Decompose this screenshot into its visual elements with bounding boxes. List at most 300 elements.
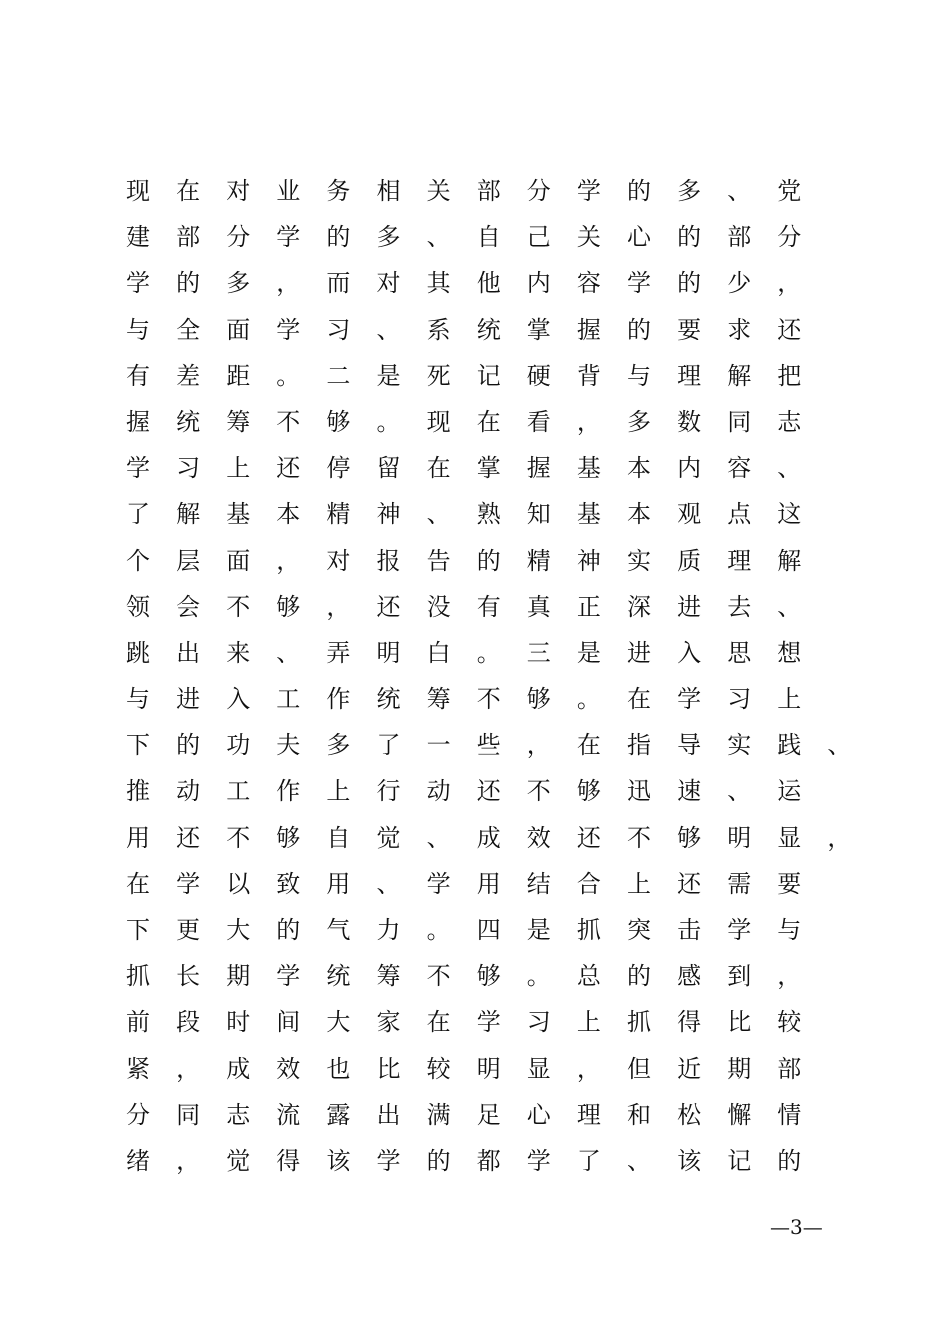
text-char: 上 (627, 869, 651, 898)
text-line (123, 353, 843, 399)
text-char: 相 (376, 177, 401, 205)
text-char: 但 (627, 1054, 651, 1083)
text-char: 数 (677, 407, 702, 436)
text-char: 握 (126, 407, 150, 436)
page-number: —3— (770, 1215, 823, 1239)
text-char: 践 (777, 731, 802, 760)
text-char: 行 (376, 777, 401, 806)
text-char: 筹 (376, 962, 401, 991)
text-char: 。 (276, 361, 301, 390)
text-char: 。 (526, 962, 551, 991)
text-char: 内 (677, 454, 702, 483)
text-char: 习 (176, 454, 201, 483)
text-char: 紧 (126, 1054, 150, 1083)
text-char: 基 (576, 454, 601, 483)
text-char: 抓 (576, 916, 601, 944)
text-char: 下 (126, 731, 150, 760)
text-char: 留 (376, 454, 401, 483)
text-char: 。 (426, 916, 451, 944)
text-line (123, 491, 843, 537)
text-char: 够 (276, 592, 301, 621)
text-char: 理 (576, 1100, 601, 1129)
text-char: 学 (677, 685, 702, 714)
text-char: 指 (627, 731, 651, 760)
text-char: 多 (677, 177, 702, 205)
text-char: 学 (126, 269, 150, 298)
text-char: 感 (677, 962, 702, 991)
text-char: 关 (576, 223, 601, 252)
text-char: 、 (276, 638, 301, 667)
text-char: 些 (476, 731, 501, 760)
text-char: 用 (476, 869, 501, 898)
text-char: 三 (526, 638, 551, 667)
text-char: 需 (727, 869, 752, 898)
text-char: 习 (727, 685, 752, 714)
text-line (123, 168, 843, 214)
text-char: 的 (777, 1146, 802, 1175)
text-char: 的 (326, 223, 351, 252)
text-char: 在 (176, 177, 201, 205)
text-char: 不 (426, 962, 451, 991)
text-char: 突 (627, 916, 651, 944)
text-char: 没 (426, 592, 451, 621)
text-char: 进 (677, 592, 702, 621)
text-char: 够 (677, 823, 702, 852)
text-line (123, 584, 843, 630)
text-char: 对 (326, 546, 351, 575)
text-char: 深 (627, 592, 651, 621)
text-char: 心 (627, 223, 651, 252)
text-char: 筹 (226, 407, 251, 436)
text-char: 足 (476, 1100, 501, 1129)
text-char: 实 (727, 731, 752, 760)
text-char: 致 (276, 869, 301, 898)
text-char: 多 (627, 407, 651, 436)
text-line (123, 307, 843, 353)
text-char: 还 (376, 592, 401, 621)
text-char: 弄 (326, 638, 351, 667)
text-char: 前 (126, 1008, 150, 1037)
text-char: 本 (627, 454, 651, 483)
text-char: 不 (226, 823, 251, 852)
text-char: 解 (777, 546, 802, 575)
text-char: 在 (426, 1008, 451, 1037)
text-char: 的 (426, 1146, 451, 1175)
text-char: 还 (576, 823, 601, 852)
text-char: 不 (276, 407, 301, 436)
text-char: 迅 (627, 777, 651, 806)
text-char: 期 (727, 1054, 752, 1083)
text-char: 够 (576, 777, 601, 806)
text-line (123, 907, 843, 953)
text-char: 入 (677, 638, 702, 667)
text-char: 本 (627, 500, 651, 529)
text-char: 了 (126, 500, 150, 529)
text-char: 与 (627, 361, 651, 390)
text-char: 显 (526, 1054, 551, 1083)
text-char: 去 (727, 592, 752, 621)
text-char: 不 (627, 823, 651, 852)
text-char: 部 (727, 223, 752, 252)
text-char: 力 (376, 916, 401, 944)
text-char: 分 (226, 223, 251, 252)
text-char: 到 (727, 962, 752, 991)
text-char: ， (326, 592, 351, 621)
text-char: 学 (526, 1146, 551, 1175)
text-char: 学 (126, 454, 150, 483)
text-char: 个 (126, 546, 150, 575)
text-line (123, 630, 843, 676)
text-char: 四 (476, 916, 501, 944)
text-char: 觉 (226, 1146, 251, 1175)
text-line (123, 399, 843, 445)
text-char: 速 (677, 777, 702, 806)
text-char: 用 (326, 869, 351, 898)
text-char: 面 (226, 546, 251, 575)
text-char: 多 (326, 731, 351, 760)
text-char: 现 (426, 407, 451, 436)
text-char: 统 (476, 315, 501, 344)
text-char: 显 (777, 823, 802, 852)
text-char: 神 (376, 500, 401, 529)
text-char: 够 (526, 685, 551, 714)
text-char: 比 (376, 1054, 401, 1083)
text-char: 其 (426, 269, 451, 298)
text-char: 死 (426, 361, 451, 390)
text-char: 合 (576, 869, 601, 898)
text-char: 同 (727, 407, 752, 436)
text-char: 分 (526, 177, 551, 205)
text-char: 面 (226, 315, 251, 344)
text-char: 容 (576, 269, 601, 298)
text-char: 握 (576, 315, 601, 344)
text-char: 该 (677, 1146, 702, 1175)
text-char: 部 (176, 223, 201, 252)
text-char: 作 (326, 685, 351, 714)
text-char: 导 (677, 731, 702, 760)
text-char: ， (526, 731, 551, 760)
text-char: 出 (176, 638, 201, 667)
text-char: 觉 (376, 823, 401, 852)
text-char: 总 (576, 962, 601, 991)
text-char: 间 (276, 1008, 301, 1037)
text-line (123, 768, 843, 814)
text-char: 精 (326, 500, 351, 529)
text-char: 记 (727, 1146, 752, 1175)
text-char: 还 (276, 454, 301, 483)
text-char: 党 (777, 177, 802, 205)
text-char: 的 (677, 269, 702, 298)
text-char: 期 (226, 962, 251, 991)
text-char: 学 (276, 962, 301, 991)
text-char: 够 (326, 407, 351, 436)
text-char: 上 (576, 1008, 601, 1037)
text-char: ， (176, 1146, 201, 1175)
text-char: 大 (326, 1008, 351, 1037)
text-char: 建 (126, 223, 150, 252)
text-char: 的 (476, 546, 501, 575)
text-char: 、 (376, 869, 401, 898)
text-char: 效 (276, 1054, 301, 1083)
text-char: 还 (476, 777, 501, 806)
text-char: 精 (526, 546, 551, 575)
text-char: 、 (627, 1146, 651, 1175)
text-char: 质 (677, 546, 702, 575)
text-char: 气 (326, 916, 351, 944)
text-char: 会 (176, 592, 201, 621)
text-char: 明 (727, 823, 752, 852)
text-char: 统 (326, 962, 351, 991)
text-char: 知 (526, 500, 551, 529)
text-char: 有 (126, 361, 150, 390)
text-char: 实 (627, 546, 651, 575)
text-line (123, 722, 852, 768)
text-char: 上 (226, 454, 251, 483)
text-char: 动 (426, 777, 451, 806)
text-char: 满 (426, 1100, 451, 1129)
text-char: 的 (627, 177, 651, 205)
text-char: 成 (476, 823, 501, 852)
text-char: 志 (226, 1100, 251, 1129)
text-line (123, 1046, 843, 1092)
text-char: 熟 (476, 500, 501, 529)
text-char: 抓 (627, 1008, 651, 1037)
text-char: 把 (777, 361, 802, 390)
text-char: 来 (226, 638, 251, 667)
body-text (123, 168, 852, 1184)
text-char: 工 (226, 777, 251, 806)
text-char: 习 (326, 315, 351, 344)
text-char: 停 (326, 454, 351, 483)
text-char: 务 (326, 177, 351, 205)
text-char: 还 (176, 823, 201, 852)
text-char: 他 (476, 269, 501, 298)
text-char: 在 (627, 685, 651, 714)
text-char: 对 (226, 177, 251, 205)
text-char: 绪 (126, 1146, 150, 1175)
text-char: 露 (326, 1100, 351, 1129)
text-char: 理 (677, 361, 702, 390)
text-char: 、 (727, 777, 752, 806)
text-char: 的 (627, 962, 651, 991)
text-char: 还 (677, 869, 702, 898)
text-char: 大 (226, 916, 251, 944)
text-char: 掌 (526, 315, 551, 344)
text-char: 点 (727, 500, 752, 529)
text-char: 成 (226, 1054, 251, 1083)
text-char: 明 (476, 1054, 501, 1083)
text-char: 差 (176, 361, 201, 390)
text-char: 用 (126, 823, 150, 852)
text-char: 求 (727, 315, 752, 344)
text-char: 基 (576, 500, 601, 529)
text-char: 上 (777, 685, 802, 714)
text-char: 夫 (276, 731, 301, 760)
text-char: 还 (777, 315, 802, 344)
text-char: 志 (777, 407, 802, 436)
text-line (123, 445, 843, 491)
text-char: 了 (576, 1146, 601, 1175)
text-char: 比 (727, 1008, 752, 1037)
text-char: 习 (526, 1008, 551, 1037)
text-char: 不 (226, 592, 251, 621)
text-char: 背 (576, 361, 601, 390)
text-char: 效 (526, 823, 551, 852)
text-char: 筹 (426, 685, 451, 714)
text-char: 。 (376, 407, 401, 436)
text-char: 学 (627, 269, 651, 298)
text-char: 多 (226, 269, 251, 298)
text-char: 情 (777, 1100, 802, 1129)
text-char: 看 (526, 407, 551, 436)
text-char: 学 (476, 1008, 501, 1037)
text-char: 这 (777, 500, 802, 529)
text-char: 、 (827, 731, 852, 760)
text-line (123, 815, 852, 861)
text-char: 全 (176, 315, 201, 344)
text-char: 功 (226, 731, 251, 760)
text-char: ， (176, 1054, 201, 1083)
text-char: 是 (576, 638, 601, 667)
text-char: 的 (627, 315, 651, 344)
text-char: ， (276, 269, 301, 298)
text-char: 学 (176, 869, 201, 898)
text-char: 解 (176, 500, 201, 529)
text-char: 自 (476, 223, 501, 252)
text-char: 在 (476, 407, 501, 436)
text-char: 不 (476, 685, 501, 714)
text-line (123, 676, 843, 722)
text-line (123, 538, 843, 584)
text-char: 进 (176, 685, 201, 714)
text-char: 部 (476, 177, 501, 205)
text-char: 学 (376, 1146, 401, 1175)
text-char: 、 (777, 592, 802, 621)
text-char: 的 (677, 223, 702, 252)
text-char: 的 (176, 731, 201, 760)
text-char: 领 (126, 592, 150, 621)
text-char: ， (777, 962, 802, 991)
text-char: 学 (727, 916, 752, 944)
text-char: 是 (526, 916, 551, 944)
text-line (123, 999, 843, 1045)
text-char: 分 (126, 1100, 150, 1129)
text-char: 抓 (126, 962, 150, 991)
text-char: 、 (426, 500, 451, 529)
text-char: 较 (426, 1054, 451, 1083)
text-char: 明 (376, 638, 401, 667)
text-char: 要 (777, 869, 802, 898)
text-char: 结 (526, 869, 551, 898)
text-char: 够 (476, 962, 501, 991)
text-char: 统 (376, 685, 401, 714)
text-char: 下 (126, 916, 150, 944)
text-char: 真 (526, 592, 551, 621)
text-char: 近 (677, 1054, 702, 1083)
text-char: 时 (226, 1008, 251, 1037)
text-line (123, 1092, 843, 1138)
text-char: 自 (326, 823, 351, 852)
text-char: 现 (126, 177, 150, 205)
text-char: 段 (176, 1008, 201, 1037)
text-char: 以 (226, 869, 251, 898)
text-char: 运 (777, 777, 802, 806)
text-char: 多 (376, 223, 401, 252)
text-char: 握 (526, 454, 551, 483)
text-char: 家 (376, 1008, 401, 1037)
text-char: 击 (677, 916, 702, 944)
text-char: ， (576, 407, 601, 436)
text-char: 与 (126, 685, 150, 714)
text-char: 学 (426, 869, 451, 898)
text-char: 和 (627, 1100, 651, 1129)
text-char: 部 (777, 1054, 802, 1083)
text-char: 掌 (476, 454, 501, 483)
text-char: 思 (727, 638, 752, 667)
text-char: 告 (426, 546, 451, 575)
text-char: 。 (476, 638, 501, 667)
text-char: 。 (576, 685, 601, 714)
text-char: ， (276, 546, 301, 575)
text-char: 该 (326, 1146, 351, 1175)
text-char: 上 (326, 777, 351, 806)
text-char: 、 (777, 454, 802, 483)
text-char: 硬 (526, 361, 551, 390)
text-char: 少 (727, 269, 752, 298)
text-line (123, 214, 843, 260)
text-char: 本 (276, 500, 301, 529)
text-char: 学 (276, 223, 301, 252)
text-char: 容 (727, 454, 752, 483)
text-char: 内 (526, 269, 551, 298)
text-char: 动 (176, 777, 201, 806)
text-char: 正 (576, 592, 601, 621)
text-char: 、 (426, 823, 451, 852)
text-char: 而 (326, 269, 351, 298)
text-char: 要 (677, 315, 702, 344)
text-char: 推 (126, 777, 150, 806)
text-char: 报 (376, 546, 401, 575)
text-char: 系 (426, 315, 451, 344)
text-char: 统 (176, 407, 201, 436)
text-char: 跳 (126, 638, 150, 667)
text-char: 同 (176, 1100, 201, 1129)
text-char: 有 (476, 592, 501, 621)
text-char: ， (777, 269, 802, 298)
text-char: 在 (426, 454, 451, 483)
text-char: 不 (526, 777, 551, 806)
text-char: 对 (376, 269, 401, 298)
text-char: 更 (176, 916, 201, 944)
text-char: 一 (426, 731, 451, 760)
text-char: 基 (226, 500, 251, 529)
text-char: 心 (526, 1100, 551, 1129)
text-char: 二 (326, 361, 351, 390)
text-char: 业 (276, 177, 301, 205)
text-char: 流 (276, 1100, 301, 1129)
text-char: 、 (426, 223, 451, 252)
text-char: 得 (677, 1008, 702, 1037)
text-char: 了 (376, 731, 401, 760)
text-char: 够 (276, 823, 301, 852)
text-char: 学 (276, 315, 301, 344)
text-char: 是 (376, 361, 401, 390)
text-char: 与 (126, 315, 150, 344)
text-char: 、 (727, 177, 752, 205)
text-char: 出 (376, 1100, 401, 1129)
text-char: 与 (777, 916, 802, 944)
text-char: 松 (677, 1100, 702, 1129)
